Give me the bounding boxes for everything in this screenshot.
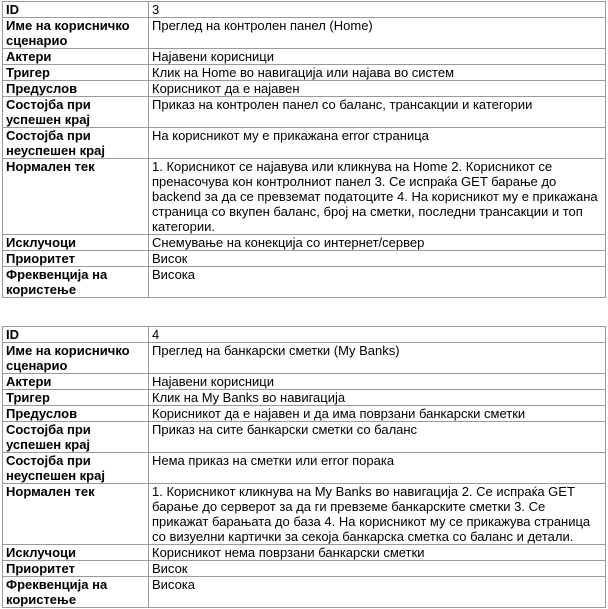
row-failure bbox=[3, 453, 606, 484]
field-label: ID bbox=[3, 327, 149, 343]
field-value: Висока bbox=[149, 267, 606, 298]
row-success bbox=[3, 422, 606, 453]
field-label: Име на корисничко сценарио bbox=[3, 18, 149, 49]
field-label: Состојба при неуспешен крај bbox=[3, 453, 149, 484]
field-value: Преглед на контролен панел (Home) bbox=[149, 18, 606, 49]
field-value: Снемување на конекција со интернет/сервер bbox=[149, 235, 606, 251]
field-value: На корисникот му е прикажана error страница bbox=[149, 128, 606, 159]
field-value: 4 bbox=[149, 327, 606, 343]
row-priority bbox=[3, 561, 606, 577]
field-label: Тригер bbox=[3, 65, 149, 81]
field-label: Предуслов bbox=[3, 406, 149, 422]
row-trigger bbox=[3, 390, 606, 406]
field-value: Клик на My Banks во навигација bbox=[149, 390, 606, 406]
field-label: Состојба при неуспешен крај bbox=[3, 128, 149, 159]
row-exceptions bbox=[3, 545, 606, 561]
field-label: Предуслов bbox=[3, 81, 149, 97]
field-value: Приказ на сите банкарски сметки со баланс bbox=[149, 422, 606, 453]
field-label: Фреквенција на користење bbox=[3, 267, 149, 298]
field-label: Исклучоци bbox=[3, 235, 149, 251]
field-label: Приоритет bbox=[3, 251, 149, 267]
field-label: Исклучоци bbox=[3, 545, 149, 561]
field-label: Нормален тек bbox=[3, 159, 149, 235]
row-name bbox=[3, 343, 606, 374]
field-value: Корисникот нема поврзани банкарски сметки bbox=[149, 545, 606, 561]
field-label: Фреквенција на користење bbox=[3, 577, 149, 608]
field-value: Корисникот да е најавен и да има поврзани банкарски сметки bbox=[149, 406, 606, 422]
field-label: Тригер bbox=[3, 390, 149, 406]
field-value: 3 bbox=[149, 2, 606, 18]
field-label: Нормален тек bbox=[3, 484, 149, 545]
row-id bbox=[3, 327, 606, 343]
field-label: ID bbox=[3, 2, 149, 18]
field-value: Висок bbox=[149, 251, 606, 267]
field-label: Состојба при успешен крај bbox=[3, 422, 149, 453]
field-label: Име на корисничко сценарио bbox=[3, 343, 149, 374]
field-label: Состојба при успешен крај bbox=[3, 97, 149, 128]
field-value: 1. Корисникот кликнува на My Banks во навигација 2. Се испраќа GET барање до серверот за да ги превземе банкарските сметки 3. Се прикажат барањата до база 4. На корисникот му се прикажува страница со визуелни картички за секоја банкарска сметка со баланс и детали. bbox=[149, 484, 606, 545]
field-value: 1. Корисникот се најавува или кликнува на Home 2. Корисникот се пренасочува кон контролниот панел 3. Се испраќа GET барање до backend за да се превземат податоците 4. На корисникот му е прикажана страница со вкупен баланс, број на сметки, последни трансакции и топ категории. bbox=[149, 159, 606, 235]
field-value: Најавени корисници bbox=[149, 49, 606, 65]
row-failure bbox=[3, 128, 606, 159]
row-frequency bbox=[3, 267, 606, 298]
use-case-table-3 bbox=[2, 1, 606, 298]
field-value: Нема приказ на сметки или error порака bbox=[149, 453, 606, 484]
row-normal-flow bbox=[3, 159, 606, 235]
row-frequency bbox=[3, 577, 606, 608]
row-name bbox=[3, 18, 606, 49]
field-label: Приоритет bbox=[3, 561, 149, 577]
row-id bbox=[3, 2, 606, 18]
field-value: Преглед на банкарски сметки (My Banks) bbox=[149, 343, 606, 374]
row-actors bbox=[3, 49, 606, 65]
field-value: Најавени корисници bbox=[149, 374, 606, 390]
row-actors bbox=[3, 374, 606, 390]
field-label: Актери bbox=[3, 374, 149, 390]
use-case-table-4 bbox=[2, 326, 606, 608]
field-value: Висока bbox=[149, 577, 606, 608]
row-trigger bbox=[3, 65, 606, 81]
field-value: Корисникот да е најавен bbox=[149, 81, 606, 97]
field-value: Клик на Home во навигација или најава во систем bbox=[149, 65, 606, 81]
row-success bbox=[3, 97, 606, 128]
row-normal-flow bbox=[3, 484, 606, 545]
row-precondition bbox=[3, 81, 606, 97]
row-exceptions bbox=[3, 235, 606, 251]
field-value: Приказ на контролен панел со баланс, трансакции и категории bbox=[149, 97, 606, 128]
row-priority bbox=[3, 251, 606, 267]
row-precondition bbox=[3, 406, 606, 422]
field-value: Висок bbox=[149, 561, 606, 577]
field-label: Актери bbox=[3, 49, 149, 65]
